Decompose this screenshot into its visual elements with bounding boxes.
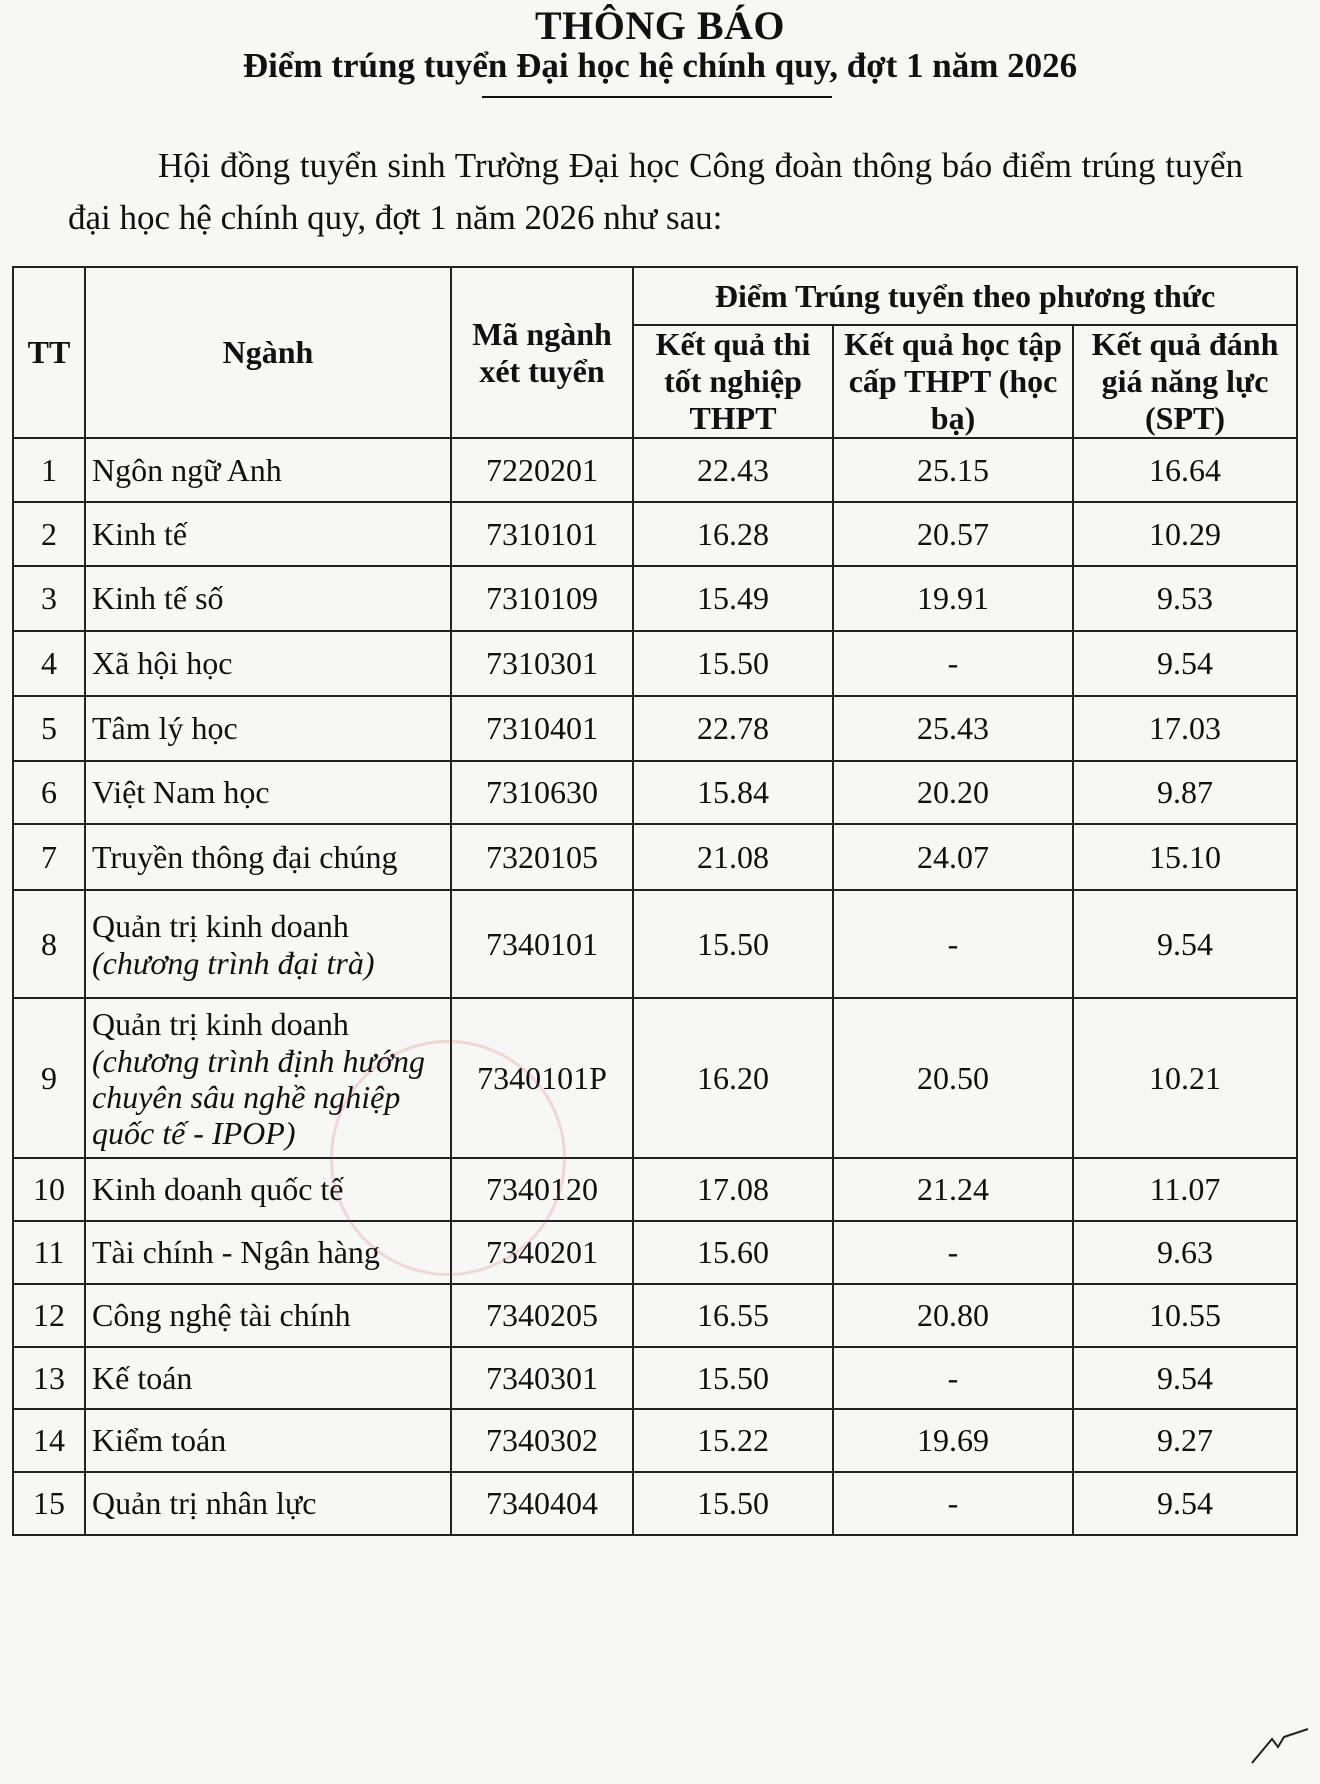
table-row (13, 998, 1297, 1158)
row-score-thpt: 16.55 (633, 1284, 833, 1347)
row-score-spt: 9.27 (1073, 1409, 1297, 1472)
major-name: Truyền thông đại chúng (92, 838, 398, 875)
major-name: Kinh doanh quốc tế (92, 1171, 344, 1207)
row-major (85, 1347, 451, 1409)
subtitle-underline (482, 96, 832, 98)
header-method-group: Điểm Trúng tuyển theo phương thức (633, 267, 1297, 325)
row-tt: 6 (13, 761, 85, 824)
row-score-thpt: 15.50 (633, 1472, 833, 1535)
document-subtitle: Điểm trúng tuyển Đại học hệ chính quy, đợt 1 năm 2026 (242, 46, 1078, 85)
row-score-spt: 10.21 (1073, 998, 1297, 1158)
row-code: 7340301 (451, 1347, 633, 1409)
table-row (13, 1472, 1297, 1535)
row-score-hocba: 20.50 (833, 998, 1073, 1158)
row-major (85, 566, 451, 631)
row-code: 7340205 (451, 1284, 633, 1347)
row-tt: 13 (13, 1347, 85, 1409)
row-code: 7310301 (451, 631, 633, 696)
table-row (13, 438, 1297, 502)
row-major (85, 1221, 451, 1284)
row-score-hocba: - (833, 1472, 1073, 1535)
row-tt: 3 (13, 566, 85, 631)
row-code: 7340302 (451, 1409, 633, 1472)
major-name: Quản trị kinh doanh (92, 907, 349, 944)
row-tt: 2 (13, 502, 85, 566)
row-code: 7310101 (451, 502, 633, 566)
table-row (13, 1221, 1297, 1284)
major-name: Công nghệ tài chính (92, 1297, 351, 1333)
intro-paragraph: Hội đồng tuyển sinh Trường Đại học Công đoàn thông báo điểm trúng tuyển đại học hệ chính quy, đợt 1 năm 2026 như sau: (68, 146, 1243, 237)
row-score-thpt: 16.28 (633, 502, 833, 566)
row-score-thpt: 21.08 (633, 824, 833, 890)
row-major (85, 998, 451, 1158)
row-major (85, 438, 451, 502)
row-tt: 1 (13, 438, 85, 502)
row-score-hocba: 25.15 (833, 438, 1073, 502)
row-score-thpt: 17.08 (633, 1158, 833, 1221)
table-row (13, 761, 1297, 824)
header-method-hocba: Kết quả học tập cấp THPT (học bạ) (833, 325, 1073, 438)
row-score-hocba: 19.91 (833, 566, 1073, 631)
row-score-thpt: 22.43 (633, 438, 833, 502)
row-score-spt: 9.63 (1073, 1221, 1297, 1284)
row-score-hocba: - (833, 890, 1073, 998)
row-code: 7340101P (451, 998, 633, 1158)
row-major (85, 502, 451, 566)
row-score-hocba: 19.69 (833, 1409, 1073, 1472)
row-code: 7340404 (451, 1472, 633, 1535)
row-tt: 8 (13, 890, 85, 998)
row-score-spt: 9.54 (1073, 1347, 1297, 1409)
row-major (85, 631, 451, 696)
header-major: Ngành (85, 267, 451, 438)
row-score-hocba: 24.07 (833, 824, 1073, 890)
row-score-hocba: 25.43 (833, 696, 1073, 761)
row-score-spt: 10.55 (1073, 1284, 1297, 1347)
major-name: Ngôn ngữ Anh (92, 451, 282, 488)
header-tt: TT (13, 267, 85, 438)
table-row (13, 502, 1297, 566)
row-major (85, 761, 451, 824)
row-score-spt: 9.54 (1073, 890, 1297, 998)
row-tt: 11 (13, 1221, 85, 1284)
row-score-thpt: 15.50 (633, 1347, 833, 1409)
table-row (13, 696, 1297, 761)
row-score-spt: 10.29 (1073, 502, 1297, 566)
row-tt: 15 (13, 1472, 85, 1535)
major-name: Quản trị kinh doanh (92, 1005, 349, 1042)
row-major (85, 696, 451, 761)
row-tt: 7 (13, 824, 85, 890)
row-major (85, 1284, 451, 1347)
row-score-thpt: 15.60 (633, 1221, 833, 1284)
row-score-thpt: 15.49 (633, 566, 833, 631)
row-tt: 10 (13, 1158, 85, 1221)
row-score-thpt: 16.20 (633, 998, 833, 1158)
row-score-spt: 9.54 (1073, 631, 1297, 696)
row-score-spt: 9.54 (1073, 1472, 1297, 1535)
row-score-thpt: 22.78 (633, 696, 833, 761)
table-body (13, 438, 1297, 1535)
major-name: Quản trị nhân lực (92, 1485, 317, 1521)
row-score-hocba: 20.80 (833, 1284, 1073, 1347)
table-row (13, 1409, 1297, 1472)
row-major (85, 1409, 451, 1472)
row-tt: 4 (13, 631, 85, 696)
row-code: 7310630 (451, 761, 633, 824)
row-score-hocba: 21.24 (833, 1158, 1073, 1221)
table-row (13, 631, 1297, 696)
row-score-thpt: 15.84 (633, 761, 833, 824)
table-row (13, 1284, 1297, 1347)
table-row (13, 566, 1297, 631)
major-name: Tâm lý học (92, 710, 238, 746)
row-score-hocba: - (833, 631, 1073, 696)
row-major (85, 824, 451, 890)
row-score-hocba: 20.57 (833, 502, 1073, 566)
row-code: 7340120 (451, 1158, 633, 1221)
major-note: (chương trình định hướng chuyên sâu nghề nghiệp quốc tế - IPOP) (92, 1042, 426, 1151)
row-code: 7310401 (451, 696, 633, 761)
row-tt: 12 (13, 1284, 85, 1347)
row-tt: 14 (13, 1409, 85, 1472)
row-score-spt: 15.10 (1073, 824, 1297, 890)
row-score-spt: 11.07 (1073, 1158, 1297, 1221)
major-name: Kinh tế số (92, 580, 224, 616)
row-tt: 5 (13, 696, 85, 761)
row-code: 7340101 (451, 890, 633, 998)
major-name: Kinh tế (92, 515, 188, 552)
admission-scores-table (12, 266, 1298, 1536)
major-note: (chương trình đại trà) (92, 944, 375, 981)
row-score-spt: 17.03 (1073, 696, 1297, 761)
table-row (13, 1158, 1297, 1221)
row-score-thpt: 15.22 (633, 1409, 833, 1472)
row-major (85, 1472, 451, 1535)
row-score-hocba: 20.20 (833, 761, 1073, 824)
row-score-hocba: - (833, 1347, 1073, 1409)
major-name: Kế toán (92, 1359, 193, 1396)
row-score-thpt: 15.50 (633, 631, 833, 696)
major-name: Kiểm toán (92, 1422, 227, 1458)
row-tt: 9 (13, 998, 85, 1158)
row-score-spt: 9.53 (1073, 566, 1297, 631)
table-row (13, 824, 1297, 890)
row-code: 7310109 (451, 566, 633, 631)
major-name: Việt Nam học (92, 774, 270, 810)
row-code: 7320105 (451, 824, 633, 890)
row-major (85, 1158, 451, 1221)
row-code: 7340201 (451, 1221, 633, 1284)
document-title: THÔNG BÁO (534, 3, 786, 48)
row-score-hocba: - (833, 1221, 1073, 1284)
row-score-spt: 16.64 (1073, 438, 1297, 502)
signature-mark (1250, 1725, 1310, 1765)
major-name: Xã hội học (92, 645, 233, 681)
row-score-thpt: 15.50 (633, 890, 833, 998)
table-row (13, 890, 1297, 998)
header-method-thpt: Kết quả thi tốt nghiệp THPT (633, 325, 833, 438)
header-code: Mã ngành xét tuyển (451, 267, 633, 438)
row-code: 7220201 (451, 438, 633, 502)
row-major (85, 890, 451, 998)
row-score-spt: 9.87 (1073, 761, 1297, 824)
header-method-spt: Kết quả đánh giá năng lực (SPT) (1073, 325, 1297, 438)
table-row (13, 1347, 1297, 1409)
major-name: Tài chính - Ngân hàng (92, 1234, 380, 1270)
